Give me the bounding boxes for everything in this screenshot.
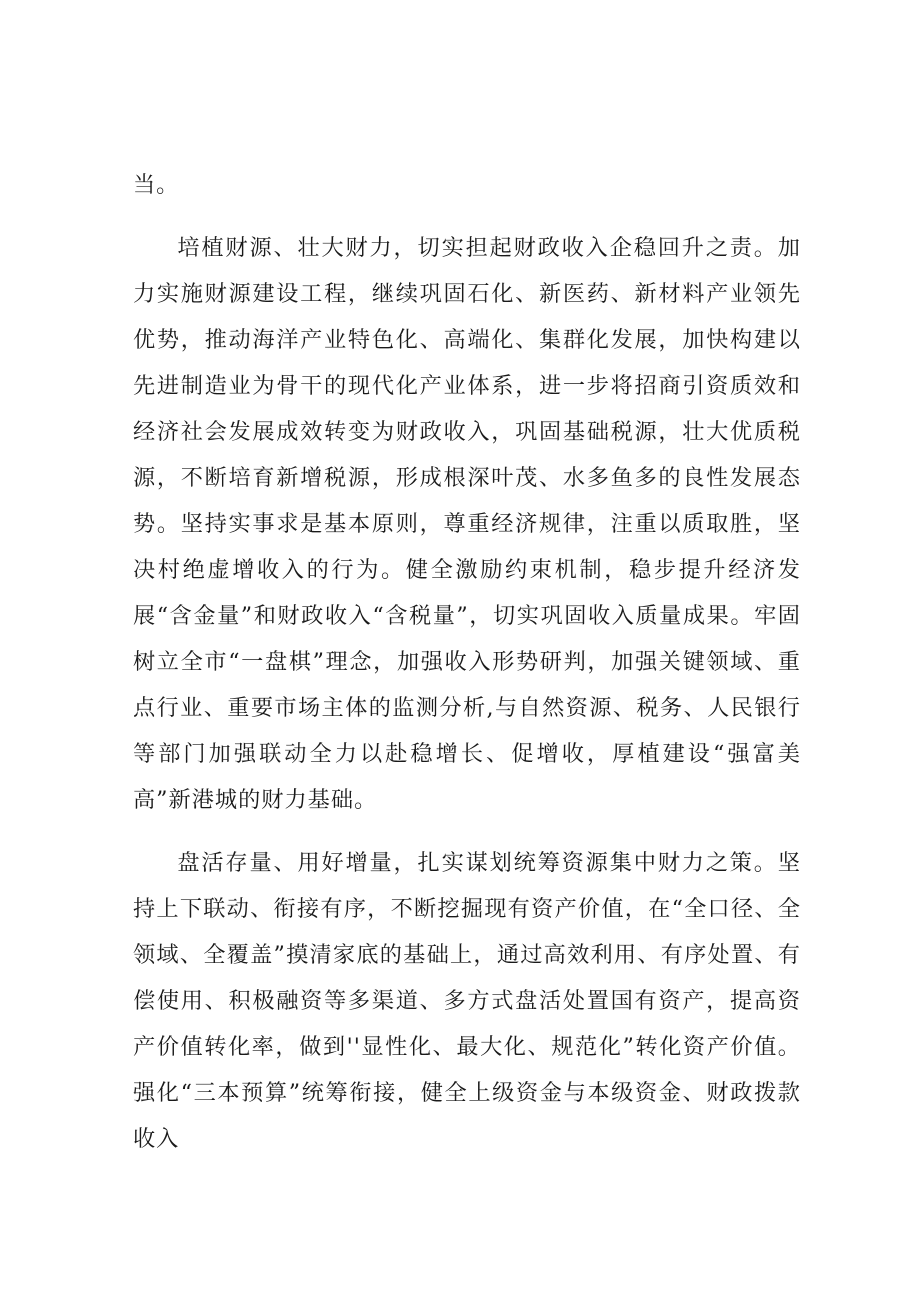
paragraph-continuation: 当。	[133, 172, 180, 198]
paragraph-cultivate-revenue: 培植财源、壮大财力，切实担起财政收入企稳回升之责。加力实施财源建设工程，继续巩固石化、新医药、新材料产业领先优势，推动海洋产业特色化、高端化、集群化发展，加快构建以先进制造业为骨干的现代化产业体系，进一步将招商引资质效和经济社会发展成效转变为财政收入，巩固基础税源，壮大优质税源，不断培育新增税源，形成根深叶茂、水多鱼多的良性发展态势。坚持实事求是基本原则，尊重经济规律，注重以质取胜，坚决村绝虚增收入的行为。健全激励约束机制，稳步提升经济发展“含金量”和财政收入“含税量”，切实巩固收入质量成果。牢固树立全市“一盘棋”理念，加强收入形势研判，加强关键领域、重点行业、重要市场主体的监测分析,与自然资源、税务、人民银行等部门加强联动全力以赴稳增长、促增收，厚植建设“强富美高”新港城的财力基础。	[133, 235, 801, 813]
document-body	[133, 162, 801, 1162]
paragraph-revitalize-stock: 盘活存量、用好增量，扎实谋划统筹资源集中财力之策。坚持上下联动、衔接有序，不断挖掘现有资产价值，在“全口径、全领域、全覆盖”摸清家底的基础上，通过高效利用、有序处置、有偿使用、积极融资等多渠道、多方式盘活处置国有资产，提高资产价值转化率，做到''显性化、最大化、规范化”转化资产价值。强化“三本预算”统筹衔接，健全上级资金与本级资金、财政拨款收入	[133, 850, 801, 1152]
paragraph-gap	[133, 208, 801, 225]
paragraph-gap	[133, 823, 801, 840]
